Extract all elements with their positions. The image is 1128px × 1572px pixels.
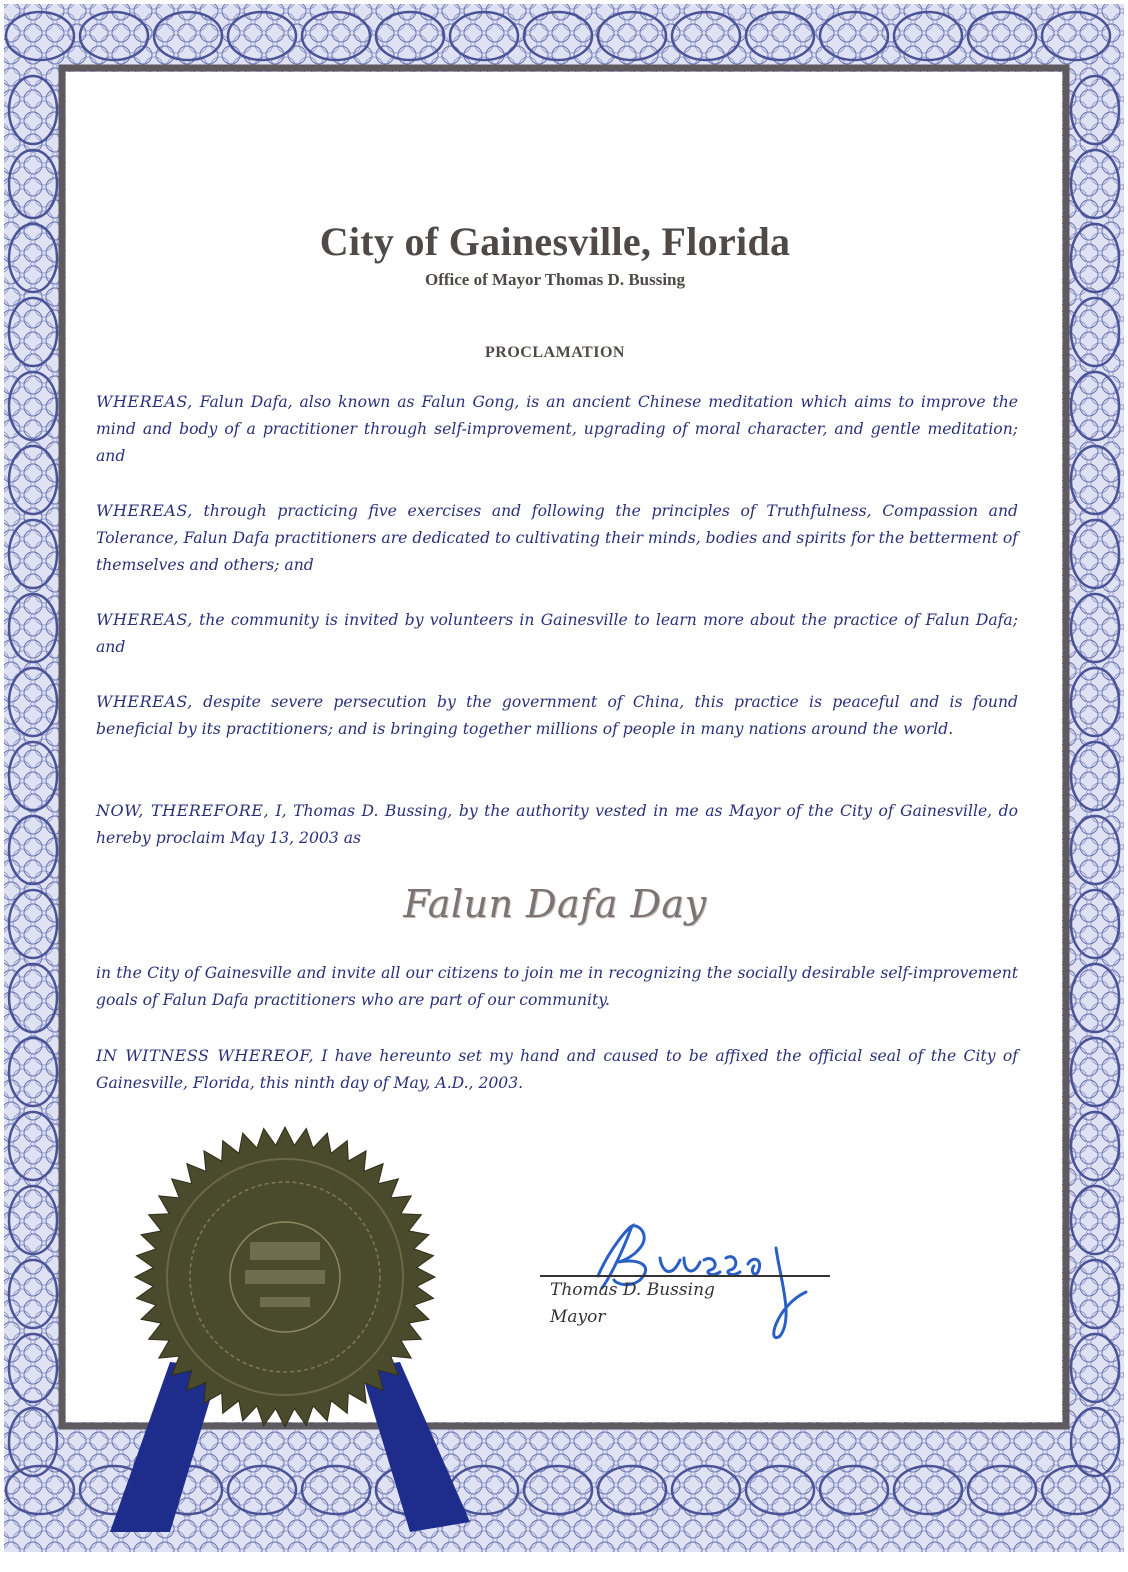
paragraph-lead: WHEREAS, — [96, 501, 193, 520]
paragraph-text: Falun Dafa, also known as Falun Gong, is an ancient Chinese meditation which aims to improve the mind and body of a practitioner through self-improvement, upgrading of moral character, and gentle meditation; and — [96, 393, 1018, 465]
whereas-paragraph-4 — [96, 688, 1018, 743]
recognition-paragraph: in the City of Gainesville and invite all our citizens to join me in recognizing the socially desirable self-improvement goals of Falun Dafa practitioners who are part of our community. — [96, 964, 1018, 1009]
paragraph-lead: NOW, THEREFORE, — [96, 801, 270, 820]
witness-paragraph — [96, 1042, 1018, 1097]
gold-foil-seal-icon — [110, 1112, 470, 1532]
therefore-paragraph — [96, 797, 1018, 852]
paragraph-text: I have hereunto set my hand and caused to be affixed the official seal of the City of Gainesville, Florida, this ninth day of May, A.D., 2003. — [96, 1047, 1018, 1092]
paragraph-lead: IN WITNESS WHEREOF, — [96, 1046, 315, 1065]
blue-ribbon-icon — [110, 1362, 220, 1532]
paragraph-lead: WHEREAS, — [96, 692, 193, 711]
paragraph-lead: WHEREAS, — [96, 610, 193, 629]
signer-name: Thomas D. Bussing — [550, 1280, 715, 1300]
proclamation-heading: PROCLAMATION — [485, 344, 625, 361]
paragraph-text: I, Thomas D. Bussing, by the authority vested in me as Mayor of the City of Gainesville, do hereby proclaim May 13, 2003 as — [96, 802, 1018, 847]
signer-title: Mayor — [550, 1307, 606, 1327]
whereas-paragraph-3 — [96, 606, 1018, 661]
mayor-office-subtitle: Office of Mayor Thomas D. Bussing — [424, 270, 686, 289]
paragraph-lead: WHEREAS, — [96, 392, 193, 411]
falun-dafa-day-title: Falun Dafa Day — [403, 882, 707, 926]
signature-line — [540, 1275, 830, 1277]
city-title: City of Gainesville, Florida — [319, 219, 791, 264]
whereas-paragraph-2 — [96, 497, 1018, 579]
paragraph-text: the community is invited by volunteers in Gainesville to learn more about the practice of Falun Dafa; and — [96, 611, 1018, 656]
whereas-paragraph-1 — [96, 388, 1018, 470]
paragraph-text: through practicing five exercises and following the principles of Truthfulness, Compassion and Tolerance, Falun Dafa practitioners are dedicated to cultivating their minds, bodies and spirits for the betterment of themselves and others; and — [96, 502, 1019, 574]
paragraph-text: despite severe persecution by the government of China, this practice is peaceful and is found beneficial by its practitioners; and is bringing together millions of people in many nations around the world. — [96, 693, 1018, 738]
